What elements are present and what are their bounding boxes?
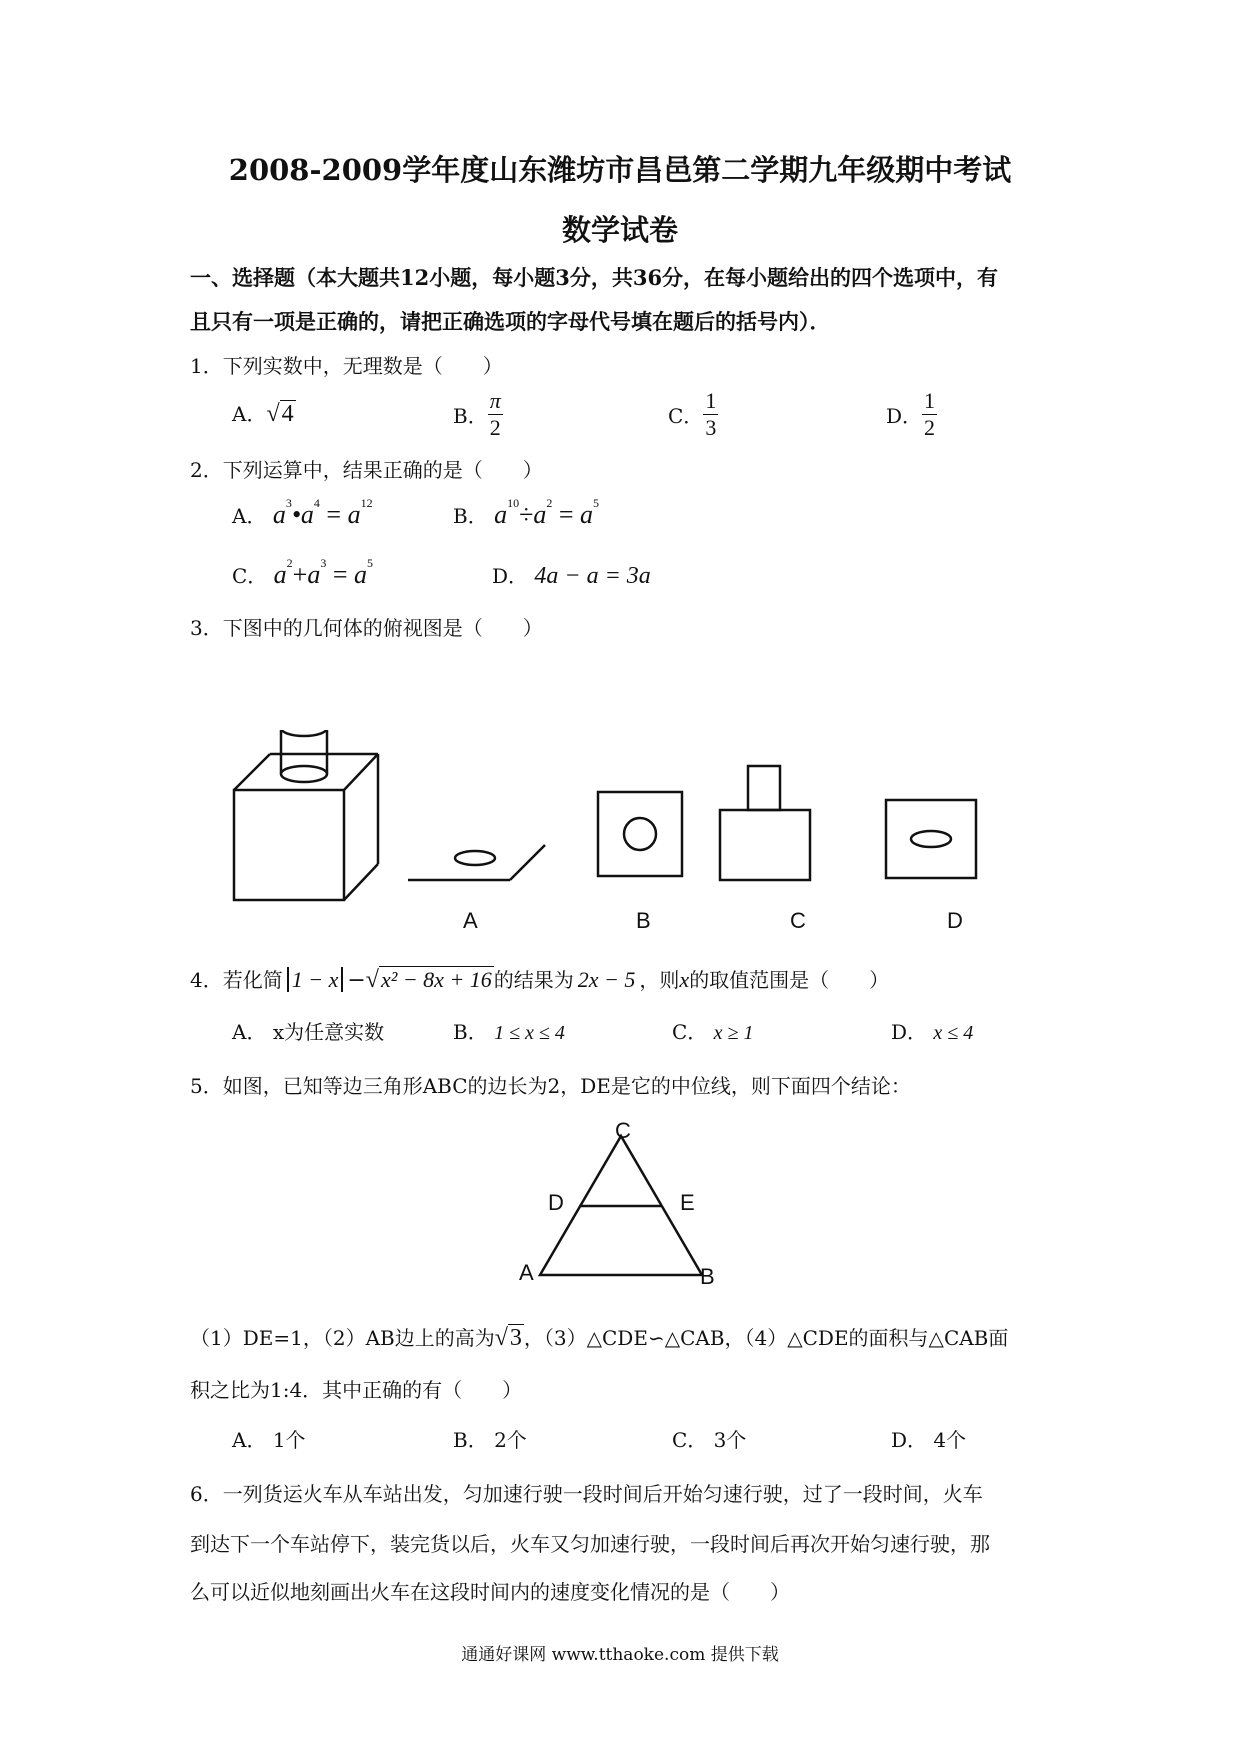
q2-a-exp3: 12	[360, 496, 373, 510]
q5-label-b: B	[700, 1264, 715, 1289]
q4-option-a	[232, 1016, 384, 1045]
q4-stem-prefix: 4．若化简	[190, 968, 283, 992]
q2-b-label: B．	[453, 504, 488, 528]
q1-c-den: 3	[705, 415, 717, 440]
q4-option-b	[453, 1016, 565, 1045]
page-footer: 通通好课网 www.tthaoke.com 提供下载	[461, 1645, 779, 1665]
q5-option-b	[453, 1424, 527, 1453]
q2-a-label: A．	[232, 504, 267, 528]
q2-c-exp3: 5	[367, 556, 374, 570]
q1-a-radicand: 4	[281, 401, 294, 427]
q4-a-text: x为任意实数	[272, 1020, 385, 1044]
q2-option-b	[453, 496, 600, 530]
q3-label-a: A	[463, 908, 478, 933]
exam-subtitle: 数学试卷	[561, 213, 678, 247]
section-heading-line2: 且只有一项是正确的，请把正确选项的字母代号填在题后的括号内）．	[190, 309, 831, 334]
q5-c-text: 3个	[713, 1428, 747, 1452]
q3-figures	[220, 730, 1020, 920]
q2-c-expr: $a^2+a^3 = a^5$	[273, 556, 374, 589]
q5-line1-b: ，（3）△CDE∽△CAB，（4）△CDE的面积与△CAB面	[523, 1326, 1009, 1350]
q2-b-exp3: 5	[593, 496, 600, 510]
q4-stem-suffix: ，则	[639, 968, 680, 992]
q3-label-c: C	[790, 908, 806, 933]
q4-result: 2x − 5	[577, 967, 636, 992]
q3-label-b: B	[636, 908, 651, 933]
q2-stem: 2．下列运算中，结果正确的是（ ）	[190, 458, 543, 482]
q1-b-fraction	[488, 388, 503, 441]
q4-radicand: x² − 8x + 16	[380, 967, 492, 992]
q3-stem: 3．下图中的几何体的俯视图是（ ）	[190, 616, 543, 640]
q2-d-label: D．	[492, 564, 529, 588]
q5-a-text: 1个	[272, 1428, 306, 1452]
q5-conclusions-line2: 积之比为1:4．其中正确的有（ ）	[190, 1378, 523, 1402]
q1-c-num: 1	[705, 388, 717, 413]
q5-option-a	[232, 1424, 306, 1453]
q2-c-exp1: 2	[286, 556, 293, 570]
q4-option-d	[891, 1016, 973, 1045]
q4-b-label: B．	[453, 1020, 488, 1044]
q1-a-sqrt: √4	[266, 401, 294, 427]
exam-title: 2008-2009学年度山东潍坊市昌邑第二学期九年级期中考试	[228, 153, 1012, 187]
q1-stem: 1．下列实数中，无理数是（ ）	[190, 354, 503, 378]
q5-label-e: E	[680, 1190, 695, 1215]
q3-option-b-figure	[598, 792, 682, 876]
q1-d-den: 2	[924, 415, 936, 440]
q1-option-b	[453, 388, 503, 441]
q3-option-c-figure	[720, 766, 810, 880]
q4-d-label: D．	[891, 1020, 928, 1044]
q5-label-d: D	[548, 1190, 564, 1215]
q2-a-expr: $a^3•a^4 = a^{12}$	[272, 496, 373, 529]
q5-sqrt: √3	[494, 1325, 522, 1351]
q2-a-exp1: 3	[285, 496, 292, 510]
q2-option-d	[492, 560, 651, 590]
q1-option-d	[886, 388, 937, 441]
q4-a-label: A．	[232, 1020, 267, 1044]
q5-stem: 5．如图，已知等边三角形ABC的边长为2，DE是它的中位线，则下面四个结论：	[190, 1074, 911, 1098]
q2-a-exp2: 4	[313, 496, 320, 510]
q3-label-d: D	[947, 908, 963, 933]
q1-b-label: B．	[453, 404, 488, 428]
q4-option-c	[672, 1016, 754, 1045]
q4-stem-end: 的取值范围是（ ）	[689, 968, 890, 992]
q3-solid-figure	[234, 730, 378, 900]
q5-c-label: C．	[672, 1428, 708, 1452]
q5-radicand: 3	[509, 1325, 522, 1351]
q4-c-text: x ≥ 1	[713, 1022, 754, 1044]
q1-option-c	[668, 388, 718, 441]
q1-option-a	[232, 398, 296, 428]
q2-b-expr: $a^{10}\div a^2 = a^5$	[494, 496, 600, 529]
q2-d-expr: 4a − a = 3a	[534, 563, 651, 589]
q5-option-d	[891, 1424, 966, 1453]
q6-line3: 么可以近似地刻画出火车在这段时间内的速度变化情况的是（ ）	[190, 1580, 790, 1604]
q5-conclusions-line1	[190, 1322, 1008, 1352]
q2-b-exp2: 2	[546, 496, 553, 510]
q2-c-label: C．	[232, 564, 268, 588]
q2-option-a	[232, 496, 373, 530]
q6-line2: 到达下一个车站停下，装完货以后，火车又匀加速行驶，一段时间后再次开始匀速行驶，那	[190, 1532, 990, 1556]
q3-option-a-figure	[408, 845, 545, 880]
q4-b-text: 1 ≤ x ≤ 4	[494, 1022, 565, 1044]
q5-a-label: A．	[232, 1428, 267, 1452]
q1-b-num: π	[489, 388, 501, 413]
q1-d-label: D．	[886, 404, 923, 428]
q5-line1-a: （1）DE=1，（2）AB边上的高为	[190, 1326, 495, 1350]
q5-d-label: D．	[891, 1428, 928, 1452]
q4-c-label: C．	[672, 1020, 708, 1044]
q4-var: x	[679, 967, 690, 992]
q1-d-num: 1	[924, 388, 936, 413]
q1-c-fraction	[703, 388, 718, 441]
q6-line1: 6．一列货运火车从车站出发，匀加速行驶一段时间后开始匀速行驶，过了一段时间，火车	[190, 1482, 983, 1506]
q5-option-c	[672, 1424, 746, 1453]
q5-triangle-lines	[540, 1136, 702, 1275]
q4-abs-expr: 1 − x	[287, 967, 344, 992]
q5-b-label: B．	[453, 1428, 488, 1452]
q4-stem-mid: 的结果为	[493, 968, 574, 992]
q5-b-text: 2个	[494, 1428, 527, 1452]
q1-d-fraction	[922, 388, 937, 441]
q2-b-exp1: 10	[507, 496, 520, 510]
q1-a-label: A．	[232, 402, 267, 426]
q4-d-text: x ≤ 4	[933, 1022, 974, 1044]
q1-c-label: C．	[668, 404, 704, 428]
section-heading-line1: 一、选择题（本大题共12小题，每小题3分，共36分，在每小题给出的四个选项中，有	[190, 265, 999, 290]
q4-sqrt: √x² − 8x + 16	[365, 967, 492, 993]
q1-b-den: 2	[489, 415, 501, 440]
q5-label-a: A	[519, 1260, 534, 1285]
q5-label-c: C	[615, 1118, 631, 1143]
q2-option-c	[232, 556, 374, 590]
q4-stem: 4．若化简 1 − x −√x² − 8x + 16 的结果为 2x − 5 ，则x的取值范围是（ ）	[190, 967, 890, 993]
q2-c-exp2: 3	[320, 556, 327, 570]
q3-option-d-figure	[886, 800, 976, 878]
q5-d-text: 4个	[933, 1428, 967, 1452]
